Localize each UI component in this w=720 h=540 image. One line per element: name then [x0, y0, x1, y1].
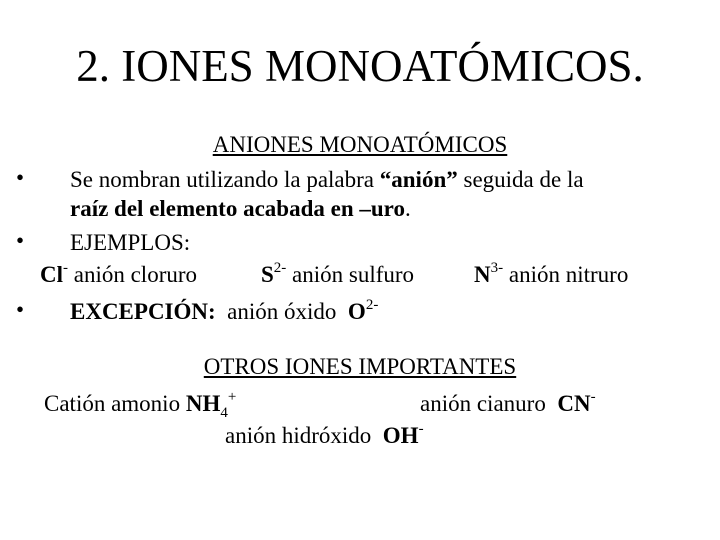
text-span: .: [404, 196, 411, 221]
ion-name: anión sulfuro: [292, 262, 415, 287]
section-heading-aniones: ANIONES MONOATÓMICOS: [212, 132, 508, 157]
bold-root-rule: raíz del elemento acabada en –uro: [70, 196, 405, 221]
ion-hydroxide: [225, 421, 424, 454]
bullet-marker: •: [16, 228, 25, 253]
ion-name: anión hidróxido: [225, 423, 372, 448]
ion-charge: +: [227, 389, 237, 405]
ion-name: anión cloruro: [73, 262, 198, 287]
bold-exception-label: EXCEPCIÓN:: [70, 299, 216, 324]
ion-ammonium: [44, 389, 236, 422]
bullet-marker: •: [16, 297, 25, 322]
ion-symbol: O: [347, 299, 366, 324]
bullet-text-examples: EJEMPLOS:: [70, 230, 191, 255]
ion-charge: -: [590, 389, 596, 405]
text-span: seguida de la: [457, 167, 584, 192]
ion-symbol: S: [261, 262, 274, 287]
ion-symbol: CN: [557, 391, 591, 416]
ion-charge: 2-: [273, 260, 287, 276]
ion-symbol: Cl: [40, 262, 63, 287]
ion-name: anión óxido: [227, 299, 337, 324]
ion-charge: 2-: [365, 297, 379, 313]
example-sulfide: [261, 260, 414, 293]
ion-name: anión cianuro: [420, 391, 546, 416]
bullet-text-naming-rule-cont: [70, 194, 411, 224]
bullet-marker: •: [16, 165, 25, 190]
ion-symbol: N: [474, 262, 491, 287]
bullet-text-exception: [70, 297, 378, 330]
ion-name: Catión amonio: [44, 391, 181, 416]
example-chloride: [40, 260, 197, 293]
ion-symbol: NH: [185, 391, 221, 416]
page-title: 2. IONES MONOATÓMICOS.: [76, 41, 644, 91]
ion-subscript: 4: [220, 405, 228, 421]
bullet-text-naming-rule: [70, 165, 584, 195]
ion-name: anión nitruro: [508, 262, 629, 287]
section-heading-otros-iones: OTROS IONES IMPORTANTES: [203, 354, 517, 379]
text-span: Se nombran utilizando la palabra: [70, 167, 380, 192]
ion-charge: -: [418, 421, 424, 437]
ion-cyanide: [420, 389, 596, 422]
example-nitride: [474, 260, 628, 293]
bold-term-anion: “anión”: [379, 167, 458, 192]
ion-charge: 3-: [490, 260, 504, 276]
ion-symbol: OH: [382, 423, 419, 448]
ion-charge: -: [63, 260, 68, 276]
